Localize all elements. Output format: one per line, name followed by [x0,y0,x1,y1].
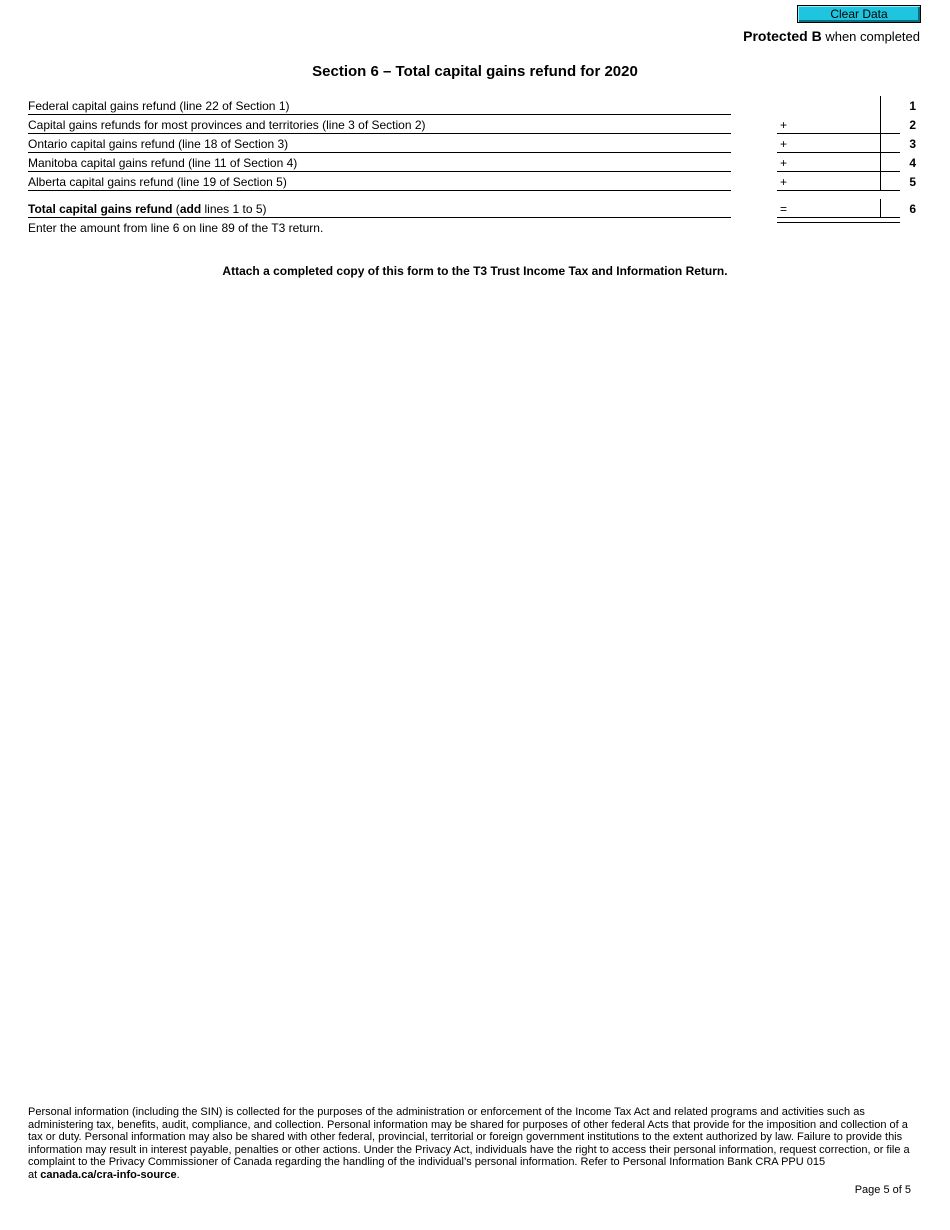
line-6-cents-field[interactable] [880,199,900,218]
line-4-amount-field[interactable] [777,153,888,172]
privacy-end: . [176,1168,180,1181]
line-sign: + [780,137,788,151]
line-sign: + [780,156,788,170]
protected-suffix: when completed [821,29,920,44]
line-number: 2 [909,118,916,132]
total-sign: = [780,202,788,216]
total-double-underline [777,222,900,223]
privacy-link[interactable]: canada.ca/cra-info-source [40,1168,177,1181]
line-sign: + [780,175,788,189]
line-number: 6 [909,202,916,216]
line-label: Manitoba capital gains refund (line 11 of Section 4) [28,155,731,172]
line-number: 1 [909,99,916,113]
attach-instruction: Attach a completed copy of this form to the T3 Trust Income Tax and Information Return. [222,264,728,278]
line-number: 5 [909,175,916,189]
line-number: 4 [909,156,916,170]
line-5-cents-field[interactable] [880,172,900,191]
total-label-rest: lines 1 to 5) [201,202,267,216]
line-1-amount-field[interactable] [777,98,888,116]
line-label: Ontario capital gains refund (line 18 of Section 3) [28,136,731,153]
section-title: Section 6 – Total capital gains refund for 2020 [312,63,638,80]
total-label-open: ( [172,202,180,216]
line-3-amount-field[interactable] [777,134,888,153]
line-1-cents-field[interactable] [880,96,900,116]
line-number: 3 [909,137,916,151]
total-label-bold: Total capital gains refund [28,202,173,216]
line-6-amount-field[interactable] [777,199,888,218]
protected-status [743,28,920,44]
line-label: Federal capital gains refund (line 22 of Section 1) [28,98,731,115]
privacy-at: at [28,1168,41,1181]
privacy-text: Personal information (including the SIN) is collected for the purposes of the administration or enforcement of the Income Tax Act and related programs and activities such as administering tax, benefits, audit, compliance, and collection. Personal information may be shared for purposes of other federal Acts that provide for the imposition and collection of a tax or duty. Personal information may also be shared with other federal, provincial, territorial or foreign government institutions to the extent authorized by law. Failure to provide this information may result in interest payable, penalties or other actions. Under the Privacy Act, individuals have the right to access their personal information, request correction, or file a complaint to the Privacy Commissioner of Canada regarding the handling of the individual’s personal information. Refer to Personal Information Bank CRA PPU 015 [28,1106,910,1168]
total-instruction: Enter the amount from line 6 on line 89 of the T3 return. [28,221,324,235]
line-3-cents-field[interactable] [880,134,900,153]
line-2-cents-field[interactable] [880,115,900,134]
privacy-notice [28,1106,918,1181]
line-4-cents-field[interactable] [880,153,900,172]
line-sign: + [780,118,788,132]
line-2-amount-field[interactable] [777,115,888,134]
total-label-add: add [179,202,202,216]
clear-data-button[interactable]: Clear Data [797,5,921,23]
line-5-amount-field[interactable] [777,172,888,191]
line-label: Alberta capital gains refund (line 19 of Section 5) [28,174,731,191]
line-label: Capital gains refunds for most provinces and territories (line 3 of Section 2) [28,117,731,134]
protected-label: Protected B [743,28,822,44]
page-number: Page 5 of 5 [854,1184,911,1196]
total-label [28,201,731,218]
